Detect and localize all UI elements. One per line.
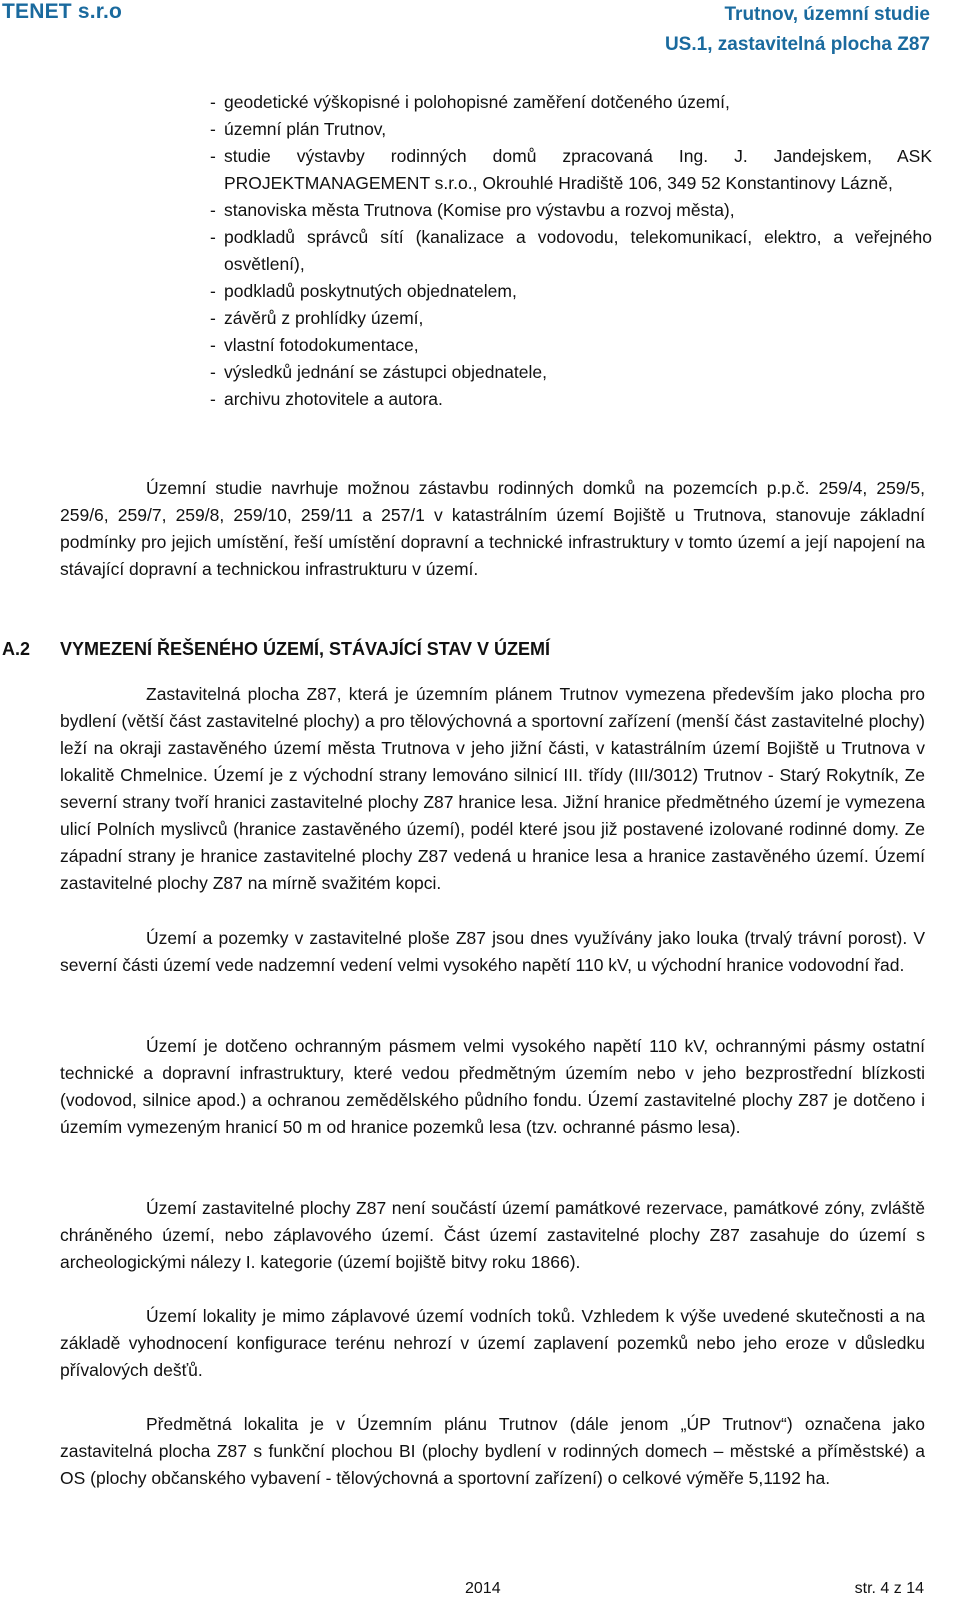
list-item-text: výsledků jednání se zástupci objednatele, [224,362,547,382]
paragraph: Území zastavitelné plochy Z87 není součástí území památkové rezervace, památkové zóny, zvláště chráněného území, nebo záplavového území. Část území zastavitelné plochy Z87 zasahuje do území s archeologickými nálezy I. kategorie (území bojiště bitvy roku 1866). [60,1198,925,1272]
paragraph: Území a pozemky v zastavitelné ploše Z87 jsou dnes využívány jako louka (trvalý trávní porost). V severní části území vede nadzemní vedení velmi vysokého napětí 110 kV, u východní hranice vodovodní řad. [60,928,925,975]
section-number: A.2 [2,639,31,659]
list-item [210,197,932,224]
bullet-dash: - [210,335,216,355]
section-heading [2,639,550,660]
paragraph: Území je dotčeno ochranným pásmem velmi vysokého napětí 110 kV, ochrannými pásmy ostatní technické a dopravní infrastruktury, které vedou předmětným územím nebo v jeho bezprostřední blízkosti (vodovod, silnice apod.) a ochranou zemědělského půdního fondu. Území zastavitelné plochy Z87 je dotčeno i územím vymezeným hranicí 50 m od hranice pozemků lesa (tzv. ochranné pásmo lesa). [60,1036,925,1137]
footer-year: 2014 [465,1580,501,1597]
list-item [210,224,932,278]
page-number: str. 4 z 14 [854,1580,924,1597]
list-item [210,386,932,413]
company-name: TENET s.r.o [2,0,123,23]
page-header [0,0,960,70]
list-item-text: studie výstavby rodinných domů zpracovaná Ing. J. Jandejskem, ASK PROJEKTMANAGEMENT s.r.o., Okrouhlé Hradiště 106, 349 52 Konstantinovy Lázně, [224,146,932,193]
bullet-dash: - [210,119,216,139]
bullet-dash: - [210,92,216,112]
list-item [210,305,932,332]
document-title [665,0,930,60]
paragraph: Zastavitelná plocha Z87, která je územním plánem Trutnov vymezena především jako plocha pro bydlení (větší část zastavitelné plochy) a pro tělovýchovná a sportovní zařízení (menší část zastavitelné plochy) leží na okraji zastavěného území města Trutnova v jeho jižní části, v katastrálním území Bojiště u Trutnova v lokalitě Chmelnice. Území je z východní strany lemováno silnicí III. třídy (III/3012) Trutnov - Starý Rokytník, Ze severní strany tvoří hranici zastavitelné plochy Z87 hranice lesa. Jižní hranice předmětného území je vymezena ulicí Polních myslivců (hranice zastavěného území), podél které jsou již postavené izolované rodinné domy. Ze západní strany je hranice zastavitelné plochy Z87 vedená u hranice lesa a hranice zastavěného území. Území zastavitelné plochy Z87 na mírně svažitém kopci. [60,684,925,893]
list-item-text: podkladů správců sítí (kanalizace a vodovodu, telekomunikací, elektro, a veřejného osvětlení), [224,227,932,274]
paragraph: Území lokality je mimo záplavové území vodních toků. Vzhledem k výše uvedené skutečnosti a na základě vyhodnocení konfigurace terénu nehrozí v území zaplavení pozemků nebo jeho eroze v důsledku přívalových dešťů. [60,1306,925,1380]
list-item [210,359,932,386]
paragraph: Předmětná lokalita je v Územním plánu Trutnov (dále jenom „ÚP Trutnov“) označena jako zastavitelná plocha Z87 s funkční plochou BI (plochy bydlení v rodinných domech – městské a příměstské) a OS (plochy občanského vybavení - tělovýchovná a sportovní zařízení) o celkové výměře 5,1192 ha. [60,1414,925,1488]
bullet-dash: - [210,146,216,166]
list-item-text: územní plán Trutnov, [224,119,387,139]
section-title: VYMEZENÍ ŘEŠENÉHO ÚZEMÍ, STÁVAJÍCÍ STAV V ÚZEMÍ [60,639,551,659]
bullet-dash: - [210,389,216,409]
list-item-text: geodetické výškopisné i polohopisné zaměření dotčeného území, [224,92,730,112]
list-item [210,143,932,197]
list-item-text: archivu zhotovitele a autora. [224,389,443,409]
bullet-dash: - [210,362,216,382]
document-title-line2: US.1, zastavitelná plocha Z87 [664,34,930,55]
page-footer [0,1580,960,1610]
document-title-line1: Trutnov, územní studie [724,4,930,25]
list-item [210,116,932,143]
bullet-dash: - [210,227,216,247]
list-item [210,89,932,116]
list-item [210,332,932,359]
bullet-dash: - [210,308,216,328]
list-item-text: podkladů poskytnutých objednatelem, [224,281,517,301]
source-list [210,89,932,413]
list-item-text: stanoviska města Trutnova (Komise pro výstavbu a rozvoj města), [224,200,735,220]
bullet-dash: - [210,200,216,220]
list-item [210,278,932,305]
intro-paragraph: Územní studie navrhuje možnou zástavbu rodinných domků na pozemcích p.p.č. 259/4, 259/5, 259/6, 259/7, 259/8, 259/10, 259/11 a 257/1 v katastrálním území Bojiště u Trutnova, stanovuje základní podmínky pro jejich umístění, řeší umístění dopravní a technické infrastruktury v tomto území a její napojení na stávající dopravní a technickou infrastrukturu v území. [60,478,925,579]
bullet-dash: - [210,281,216,301]
list-item-text: závěrů z prohlídky území, [224,308,424,328]
list-item-text: vlastní fotodokumentace, [224,335,419,355]
